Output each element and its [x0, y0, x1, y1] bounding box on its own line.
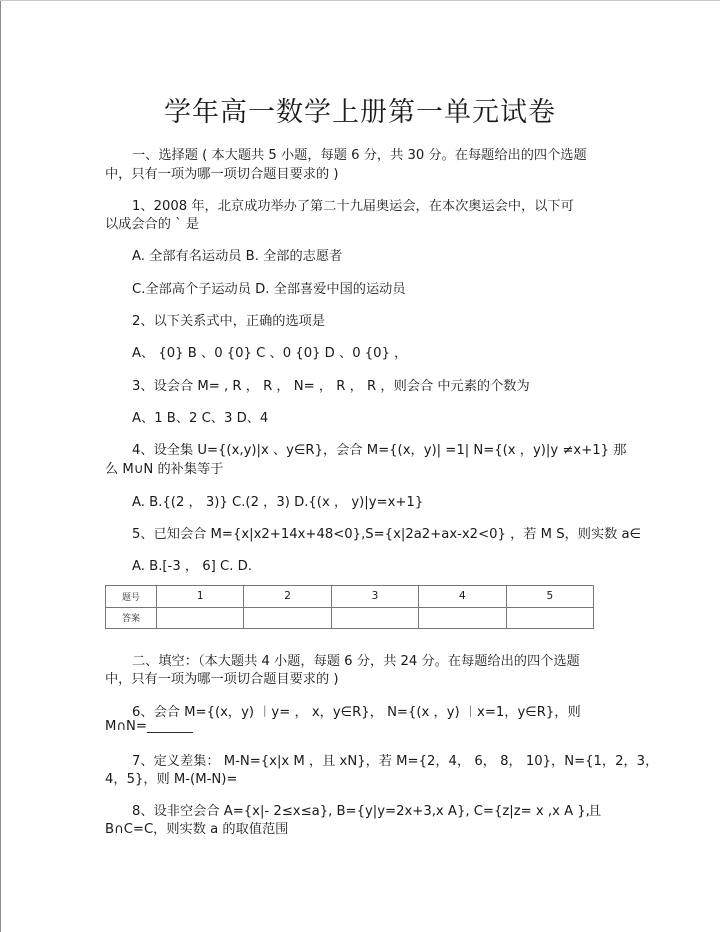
answer-table-number-1: 1: [157, 586, 244, 608]
section1-header-line1: 一、选择题 ( 本大题共 5 小题，每题 6 分，共 30 分。在每题给出的四个选题: [132, 148, 587, 163]
answer-table-row1-label: 题号: [106, 586, 157, 608]
q2-options: A、 {0} B 、0 {0} C 、0 {0} D 、0 {0} ，: [132, 346, 408, 361]
exam-title: 学年高一数学上册第一单元试卷: [164, 97, 556, 128]
page-left-edge: [0, 0, 1, 932]
answer-table-number-5: 5: [506, 586, 593, 608]
section2-header-line2: 中，只有一项为哪一项切合题目要求的 ): [105, 672, 339, 687]
q6-line2: M∩N=_______: [105, 719, 194, 734]
q4-options: A. B.{(2 ， 3)} C.(2 ，3) D.{(x ， y)|y=x+1}: [132, 495, 424, 510]
q8-line1-tail: 且: [588, 804, 602, 819]
q2-stem: 2、以下关系式中，正确的选项是: [132, 314, 326, 329]
section2-header-line1: 二、填空：（本大题共 4 小题，每题 6 分，共 24 分。在每题给出的四个选题: [132, 654, 580, 669]
q5-options: A. B.[-3 ， 6] C. D.: [132, 559, 252, 574]
q3-options: A、1 B、2 C、3 D、4: [132, 411, 269, 426]
q1-line1: 1、2008 年，北京成功举办了第二十九届奥运会，在本次奥运会中，以下可: [132, 199, 574, 214]
answer-cell-5[interactable]: [506, 607, 593, 629]
section1-header-line2: 中，只有一项为哪一项切合题目要求的 ): [105, 167, 339, 182]
q7-line2: 4，5}，则 M-(M-N)=: [105, 772, 238, 787]
answer-table-number-4: 4: [419, 586, 506, 608]
q3-stem: 3、设会合 M= , R ， R ， N= ， R ， R ，则会合 中元素的个数为: [132, 379, 530, 394]
q4-line2: 么 M∪N 的补集等于: [105, 462, 224, 477]
answer-cell-2[interactable]: [244, 607, 331, 629]
q5-stem: 5、已知会合 M={x|x2+14x+48<0},S={x|2a2+ax-x2<0} ，若 M S，则实数 a∈: [132, 527, 642, 542]
page-top-edge: [0, 0, 720, 1]
answer-table-number-3: 3: [331, 586, 418, 608]
q7-line1: 7、定义差集： M-N={x|x M ，且 xN}，若 M={2，4， 6， 8， 10}，N={1，2，3，: [132, 754, 659, 769]
answer-table-answer-row: [106, 607, 594, 629]
q4-line1: 4、设全集 U={(x,y)|x 、y∈R}，会合 M={(x，y)| =1| N={(x ，y)|y ≠x+1} 那: [132, 443, 627, 458]
q1-line2: 以成会合的 ` 是: [105, 217, 200, 232]
answer-cell-4[interactable]: [419, 607, 506, 629]
answer-table-number-row: [106, 586, 594, 608]
answer-cell-3[interactable]: [331, 607, 418, 629]
q8-line1: 8、设非空会合 A={x|- 2≤x≤a}, B={y|y=2x+3,x A}, C={z|z= x ,x A },: [132, 804, 590, 819]
answer-table: [105, 585, 594, 629]
answer-cell-1[interactable]: [157, 607, 244, 629]
q1-options-ab: A. 全部有名运动员 B. 全部的志愿者: [132, 249, 343, 264]
answer-table-number-2: 2: [244, 586, 331, 608]
q6-line1: 6、会合 M={(x，y) ︱y= ， x，y∈R}， N={(x ，y) ︱x=1，y∈R}，则: [132, 705, 581, 720]
answer-table-row2-label: 答案: [106, 607, 157, 629]
q8-line2: B∩C=C，则实数 a 的取值范围: [105, 822, 289, 837]
q1-options-cd: C.全部高个子运动员 D. 全部喜爱中国的运动员: [132, 282, 406, 297]
